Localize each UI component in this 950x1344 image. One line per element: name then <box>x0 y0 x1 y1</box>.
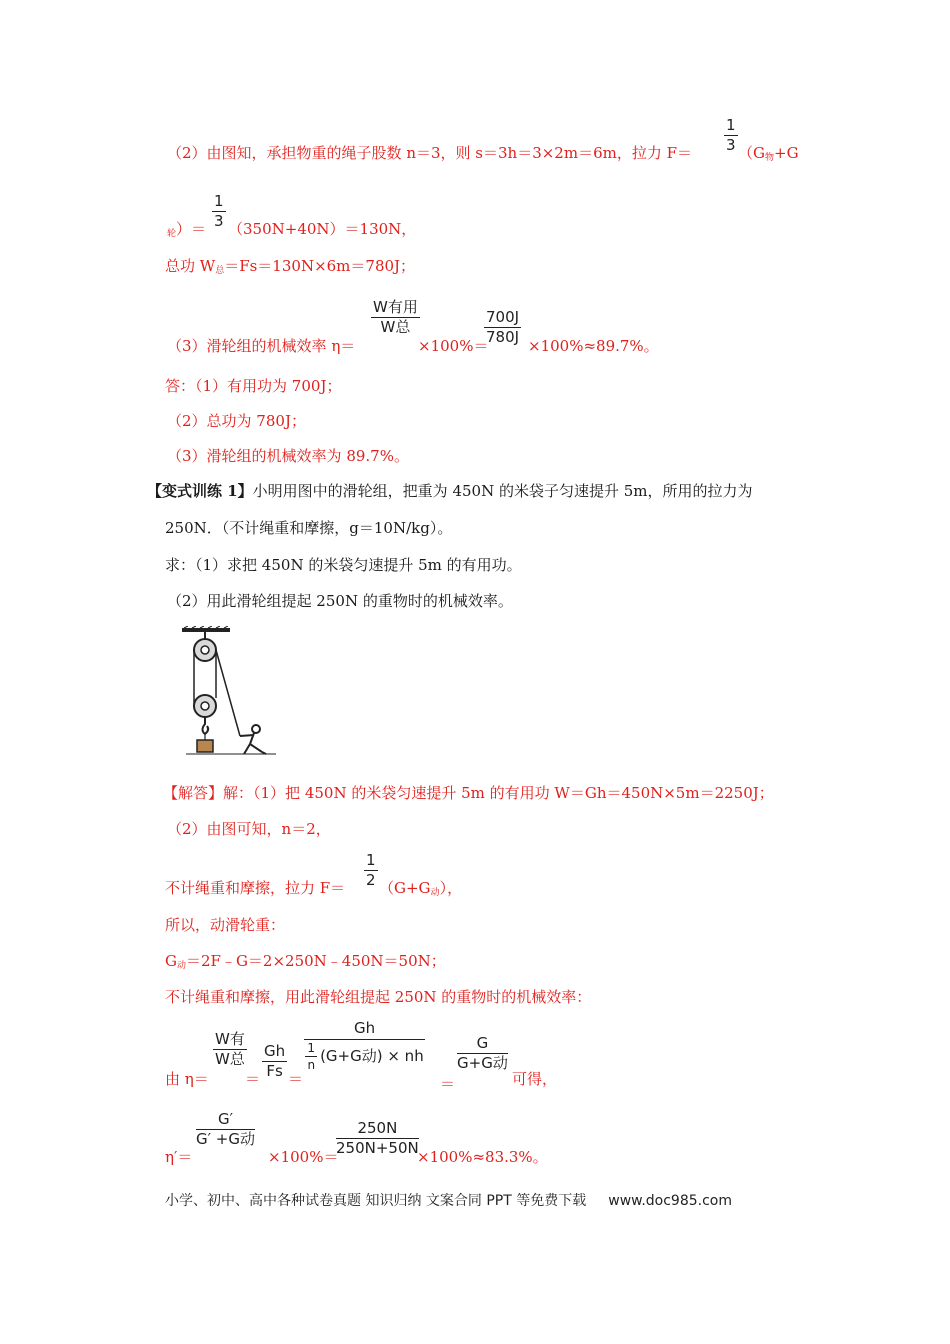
solution-line-2: （2）由图可知，n＝2， <box>167 820 331 838</box>
fraction-one-third-a <box>724 118 738 153</box>
solution-line-4: 所以，动滑轮重： <box>165 916 286 934</box>
efficiency-line <box>167 336 355 356</box>
question-text: 小明用图中的滑轮组，把重为 450N 的米袋子匀速提升 5m，所用的拉力为 <box>252 482 753 500</box>
fraction-denominator: 3 <box>726 136 736 154</box>
force-result <box>228 219 416 239</box>
efficiency-label: （3）滑轮组的机械效率 η＝ <box>167 337 356 355</box>
fraction-numerator: G <box>457 1036 508 1054</box>
question-line-1 <box>147 481 753 501</box>
fraction-denominator: G+G动 <box>457 1054 508 1072</box>
total-work-line <box>165 256 415 281</box>
fraction-numerator: 1 <box>214 192 224 210</box>
subscript-dong: 动 <box>176 961 186 971</box>
person-pulling <box>240 725 266 754</box>
equals-sign: ＝ <box>440 1075 456 1093</box>
requirement-1: 求：（1）求把 450N 的米袋匀速提升 5m 的有用功。 <box>165 556 522 574</box>
subscript-zong: 总 <box>215 266 225 276</box>
efficiency-result-text: ×100%≈89.7%。 <box>528 337 659 355</box>
subscript-wu: 物 <box>764 153 774 163</box>
fraction-numerator: 1 <box>307 1041 316 1055</box>
fraction-one-third-b <box>212 194 226 229</box>
fraction-gh-complex <box>304 1021 425 1071</box>
fraction-numerator: 700J <box>486 308 520 326</box>
fraction-denominator: W总 <box>215 1050 245 1068</box>
footer-text: 小学、初中、高中各种试卷真题 知识归纳 文案合同 PPT 等免费下载 <box>165 1193 587 1209</box>
fraction-denominator: Fs <box>266 1062 283 1080</box>
derivation-tail: 可得， <box>512 1070 558 1088</box>
fraction-denominator: G′ +G动 <box>196 1130 255 1148</box>
solution-line-3 <box>165 878 345 898</box>
fraction-numerator: W有 <box>215 1030 245 1048</box>
derivation-label: 由 η＝ <box>165 1070 209 1088</box>
fraction-g-over-sum <box>457 1036 508 1071</box>
fraction-denominator: W总 <box>380 318 411 336</box>
pulley-system-figure <box>178 626 278 758</box>
question-tag: 【变式训练 1】 <box>147 482 253 500</box>
pull-rope <box>216 650 240 736</box>
fraction-one-half <box>364 853 378 888</box>
fraction-denominator: 250N+50N <box>336 1139 419 1157</box>
question-line-2: 250N．（不计绳重和摩擦，g＝10N/kg）。 <box>165 519 453 537</box>
g-label: G <box>165 952 177 970</box>
total-work-value: ＝Fs＝130N×6m＝780J； <box>224 257 416 275</box>
g-dong-calculation: ＝2F﹣G＝2×250N﹣450N＝50N； <box>186 952 446 970</box>
rice-bag-box <box>197 740 213 752</box>
fraction-w-useful-total-2 <box>213 1032 247 1067</box>
solution-tag: 【解答】 <box>163 784 224 802</box>
fraction-numerator: Gh <box>304 1021 425 1040</box>
solution-line-3-tail <box>379 878 462 903</box>
requirement-2: （2）用此滑轮组提起 250N 的重物时的机械效率。 <box>167 592 513 610</box>
plus-g-text: +G <box>774 144 799 162</box>
force-line-tail <box>738 143 799 168</box>
force-formula-close: ）， <box>439 879 463 897</box>
ceiling-hatch <box>184 626 228 628</box>
fraction-denominator: 3 <box>214 212 224 230</box>
fraction-numerator: 1 <box>726 116 736 134</box>
solution-line-5 <box>165 951 446 976</box>
force-formula-paren: （G+G <box>379 879 431 897</box>
solution-line-6: 不计绳重和摩擦，用此滑轮组提起 250N 的重物时的机械效率： <box>165 988 592 1006</box>
fraction-numerator: 1 <box>366 851 376 869</box>
fraction-denominator: n <box>307 1058 316 1072</box>
force-formula-label: 不计绳重和摩擦，拉力 F＝ <box>165 879 346 897</box>
solution-text-1: 解：（1）把 450N 的米袋匀速提升 5m 的有用功 W＝Gh＝450N×5m＝2250J； <box>223 784 774 802</box>
solution-line-1 <box>163 783 774 803</box>
fraction-250-300 <box>336 1121 419 1156</box>
efficiency-mid <box>418 336 488 356</box>
fraction-w-useful-total <box>371 300 420 335</box>
fraction-numerator: 250N <box>336 1121 419 1139</box>
answer-1: 答：（1）有用功为 700J； <box>165 377 342 395</box>
fraction-gh-fs <box>262 1044 287 1079</box>
subscript-lun: 轮 <box>167 229 177 239</box>
efficiency-prime-result: ×100%≈83.3%。 <box>417 1148 548 1166</box>
efficiency-mid-text: ×100%＝ <box>418 337 489 355</box>
force-line-2 <box>167 219 206 244</box>
efficiency-prime-mid: ×100%＝ <box>268 1148 339 1166</box>
force-line <box>167 143 692 163</box>
equals-sign: ＝ <box>245 1070 261 1088</box>
efficiency-result <box>528 336 659 356</box>
answer-2: （2）总功为 780J； <box>167 412 306 430</box>
page-footer <box>165 1190 732 1210</box>
fraction-numerator: G′ <box>196 1112 255 1130</box>
fraction-denominator: 780J <box>486 328 520 346</box>
equals-sign: ＝ <box>288 1070 304 1088</box>
fraction-one-over-n <box>305 1042 317 1071</box>
efficiency-prime-label: η′＝ <box>165 1148 193 1166</box>
subscript-dong: 动 <box>430 888 440 898</box>
force-text: （2）由图知，承担物重的绳子股数 n＝3，则 s＝3h＝3×2m＝6m，拉力 F＝ <box>167 144 693 162</box>
fraction-numerator: Gh <box>264 1042 286 1060</box>
fraction-numerator: W有用 <box>373 298 418 316</box>
ceiling <box>182 628 230 632</box>
hook <box>203 717 209 734</box>
fraction-denominator <box>304 1040 425 1071</box>
equals-text: ）＝ <box>176 220 207 238</box>
force-result-text: （350N+40N）＝130N， <box>228 220 417 238</box>
total-work-label: 总功 W <box>165 257 216 275</box>
paren-text: （G <box>738 144 765 162</box>
fraction-700-780 <box>484 310 521 345</box>
denominator-expression: (G+G动) × nh <box>320 1047 424 1065</box>
footer-url[interactable]: www.doc985.com <box>608 1193 732 1209</box>
fraction-denominator: 2 <box>366 871 376 889</box>
answer-3: （3）滑轮组的机械效率为 89.7%。 <box>167 447 409 465</box>
fraction-g-prime <box>196 1112 255 1147</box>
